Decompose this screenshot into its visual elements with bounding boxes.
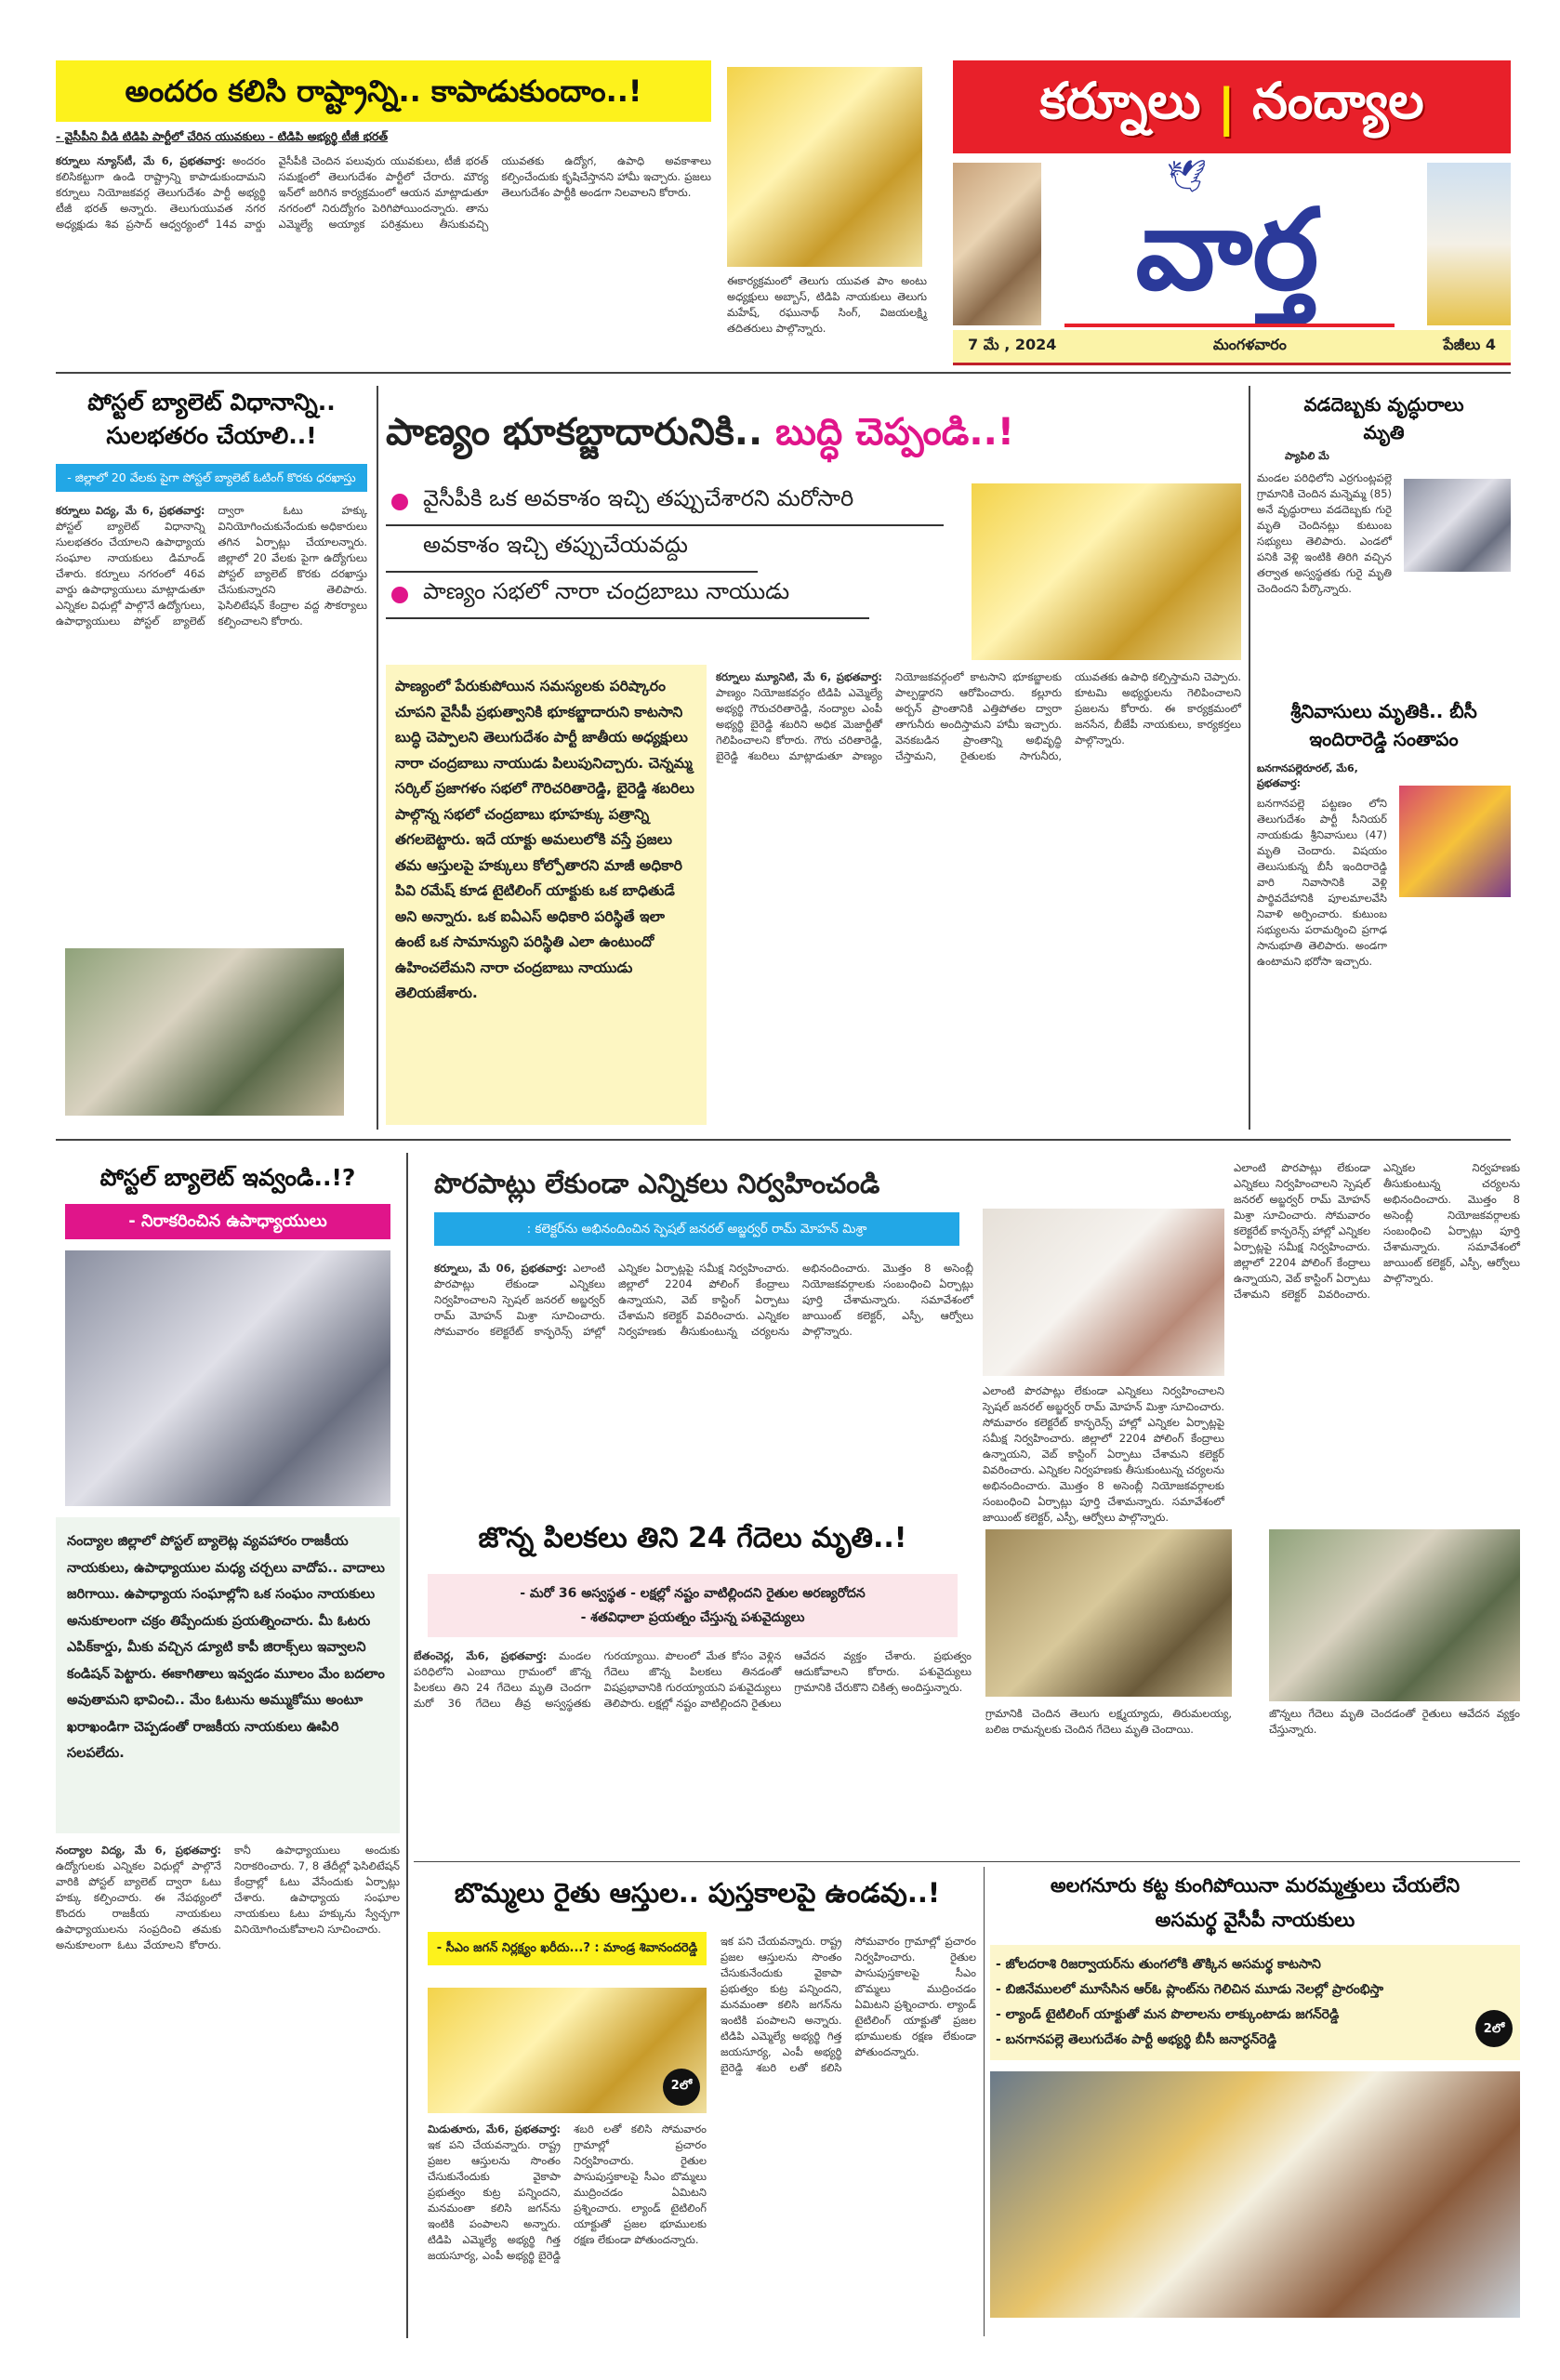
edition-separator: | xyxy=(1217,77,1236,137)
photo-tribute xyxy=(1399,786,1511,897)
continued-badge: 2లో xyxy=(1475,2010,1513,2047)
photo-teachers xyxy=(65,948,344,1116)
dateline: కర్నూలు విద్య, మే 6, ప్రభతవార్త: xyxy=(56,504,205,517)
dateline: ప్యాపిలి మే xyxy=(1285,450,1329,462)
dateline: మిడుతూరు, మే6, ప్రభతవార్త: xyxy=(428,2122,561,2135)
photo-caption: ఈకార్యక్రమంలో తెలుగు యువత పాం అంటు అధ్యక్షులు అబ్బాస్, టిడిపి నాయకులు తెలుగు మహేష్, రఘునాథ్ సింగ్, విజయలక్ష్మి తదితరులు పాల్గొన్నారు. xyxy=(727,274,927,335)
article-body: మండల పరిధిలోని ఎంబాయి గ్రామంలో జొన్న పిలకలు తిని 24 గేదెలు మృతి చెందగా మరో 36 గేదెలు తీవ్ర అస్వస్థతకు గురయ్యాయి. పొలంలో మేత కోసం వెళ్లిన గేదెలు జొన్న పిలకలు తినడంతో విషప్రభావానికి గురయ్యాయని పశువైద్యులు తెలిపారు. లక్షల్లో నష్టం వాటిల్లిందని రైతులు ఆవేదన వ్యక్తం చేశారు. ప్రభుత్వం ఆదుకోవాలని కోరారు. పశువైద్యులు గ్రామానికి చేరుకొని చికిత్స అందిస్తున్నారు. xyxy=(414,1649,972,1710)
fort-image xyxy=(953,163,1041,325)
article-body: ఎలాంటి పొరపాట్లు లేకుండా ఎన్నికలు నిర్వహించాలని స్పెషల్ జనరల్ అబ్జర్వర్ రామ్ మోహన్ మిశ్రా సూచించారు. సోమవారం కలెక్టరేట్ కాన్ఫరెన్స్ హాల్లో ఎన్నికల ఏర్పాట్లపై సమీక్ష నిర్వహించారు. జిల్లాలో 2204 పోలింగ్ కేంద్రాలు ఉన్నాయని, వెబ్ కాస్టింగ్ ఏర్పాటు చేశామని కలెక్టర్ వివరించారు. ఎన్నికల నిర్వహణకు తీసుకుంటున్న చర్యలను అభినందించారు. మొత్తం 8 అసెంబ్లీ నియోజకవర్గాలకు సంబంధించి ఏర్పాట్లు పూర్తి చేశామన్నారు. సమావేశంలో జాయింట్ కలెక్టర్, ఎస్పీ, ఆర్వోలు పాల్గొన్నారు. xyxy=(434,1262,973,1338)
dateline: కర్నూలు మ్యూనిటి, మే 6, ప్రభతవార్త: xyxy=(716,670,882,683)
photo-teachers-voting xyxy=(65,1250,390,1506)
headline-cattle: జొన్న పిలకలు తిని 24 గేదెలు మృతి..! xyxy=(478,1522,907,1554)
bullet xyxy=(386,526,758,573)
divider xyxy=(414,1861,1520,1862)
divider xyxy=(1249,386,1250,1130)
article-body-cont: ఇక పని చేయవన్నారు. రాష్ట్ర ప్రజల ఆస్తులను సొంతం చేసుకునేందుకు వైకాపా ప్రభుత్వం కుట్ర పన్నిందని, మనమంతా కలిసి జగన్‌ను ఇంటికి పంపాలని అన్నారు. టిడిపి ఎమ్మెల్యే అభ్యర్థి గిత్త జయసూర్య, ఎంపీ అభ్యర్థి బైరెడ్డి శబరి లతో కలిసి సోమవారం గ్రామాల్లో ప్రచారం నిర్వహించారు. రైతుల పాసుపుస్తకాలపై సీఎం బొమ్మలు ముద్రించడం ఏమిటని ప్రశ్నించారు. ల్యాండ్ టైటిలింగ్ యాక్టుతో ప్రజల భూములకు రక్షణ లేకుండా పోతుందన్నారు. xyxy=(721,1935,976,2074)
article-body: బనగానపల్లె పట్టణం లోని తెలుగుదేశం పార్టీ సీనియర్ నాయకుడు శ్రీనివాసులు (47) మృతి చెందారు. విషయం తెలుసుకున్న బీసీ ఇందిరారెడ్డి వారి నివాసానికి వెళ్లి పార్థివదేహానికి పూలమాలవేసి నివాళి అర్పించారు. కుటుంబ సభ్యులను పరామర్శించి ప్రగాఢ సానుభూతి తెలిపారు. అండగా ఉంటామని భరోసా ఇచ్చారు. xyxy=(1257,797,1387,968)
subhead-postal2: - నిరాకరించిన ఉపాధ్యాయులు xyxy=(65,1204,390,1239)
highlight-box: పాణ్యంలో పేరుకుపోయిన సమస్యలకు పరిష్కారం చూపని వైసీపీ ప్రభుత్వానికి భూకబ్జాదారుని కాటసాని బుద్ధి చెప్పాలని తెలుగుదేశం పార్టీ జాతీయ అధ్యక్షులు నారా చంద్రబాబు నాయుడు పిలుపునిచ్చారు. చెన్నమ్మ సర్కిల్ ప్రజాగళం సభలో గౌరిచరితారెడ్డి, బైరెడ్డి శబరిలు పాల్గొన్న సభలో చంద్రబాబు భూహక్కు పత్రాన్ని తగలబెట్టారు. ఇదే యాక్టు అమలులోకి వస్తే ప్రజలు తమ ఆస్తులపై హక్కులు కోల్పోతారని మాజీ అధికారి పివి రమేష్ కూడ టైటిలింగ్ యాక్టుకు ఒక బాధితుడే అని అన్నారు. ఒక ఐఏఎస్ అధికారి పరిస్థితే ఇలా ఉంటే ఒక సామాన్యుని పరిస్థితి ఎలా ఉంటుందో ఉహించలేమని నారా చంద్రబాబు నాయుడు తెలియజేశారు. xyxy=(386,665,707,1125)
subhead-line: - మరో 36 అస్వస్థత - లక్షల్లో నష్టం వాటిల్లిందని రైతుల అరణ్యరోదన xyxy=(520,1586,866,1601)
photo-dead-buffalo xyxy=(985,1529,1232,1697)
continued-badge: 2లో xyxy=(663,2069,700,2106)
dateline: కర్నూలు, మే 06, ప్రభతవార్త: xyxy=(434,1262,567,1275)
point: - బనగానపల్లె తెలుగుదేశం పార్టీ అభ్యర్థి బీసీ జనార్ధన్‌రెడ్డి xyxy=(996,2032,1277,2047)
headline-passbooks: బొమ్మలు రైతు ఆస్తుల.. పుస్తకాలపై ఉండవు..! xyxy=(454,1877,941,1909)
subhead-election: : కలెక్టర్‌ను అభినందించిన స్పెషల్ జనరల్ అబ్జర్వర్ రామ్ మోహన్ మిశ్రా xyxy=(434,1212,959,1246)
issue-weekday: మంగళవారం xyxy=(1212,336,1287,353)
headline-election: పొరపాట్లు లేకుండా ఎన్నికలు నిర్వహించండి xyxy=(434,1168,880,1199)
photo-farmers xyxy=(1269,1529,1520,1701)
dove-icon: 🕊 xyxy=(1167,158,1208,195)
photo-caption: జొన్నలు గేదెలు మృతి చెందడంతో రైతులు ఆవేదన వ్యక్తం చేస్తున్నారు. xyxy=(1269,1707,1520,1736)
issue-date: 7 మే , 2024 xyxy=(968,336,1057,353)
photo-tg-bharat xyxy=(727,67,922,267)
bullet xyxy=(386,573,869,619)
subhead-passbooks: - సీఎం జగన్ నిర్లక్ష్యం ఖరీదు...? : మాండ్ర శివానందరెడ్డి xyxy=(428,1932,707,1965)
photo-observer xyxy=(983,1209,1224,1376)
points-box xyxy=(990,1945,1520,2060)
article-body: మండల పరిధిలోని ఎర్రగుంట్లపల్లె గ్రామానికి చెందిన మన్నెమ్మ (85) అనే వృద్ధురాలు వడదెబ్బకు గురై మృతి చెందినట్లు కుటుంబ సభ్యులు తెలిపారు. ఎండలో పనికి వెళ్లి ఇంటికి తిరిగి వచ్చిన తర్వాత అస్వస్థతకు గురై మృతి చెందిందని పేర్కొన్నారు. xyxy=(1257,471,1392,595)
point: - జోలదరాశి రిజర్వాయర్‌ను తుంగలోకి తొక్కిన అసమర్థ కాటసాని xyxy=(996,1957,1321,1972)
headline-alaganur: అలగనూరు కట్ట కుంగిపోయినా మరమ్మత్తులు చేయలేని అసమర్థ వైసీపీ నాయకులు xyxy=(1050,1874,1461,1931)
dateline: బేతంచెర్ల, మే6, ప్రభతవార్త: xyxy=(414,1649,548,1662)
divider xyxy=(984,1867,985,2336)
story-cattle xyxy=(414,1511,1520,1859)
headline-unity: అందరం కలిసి రాష్ట్రాన్ని.. కాపాడుకుందాం..! xyxy=(56,60,711,122)
divider xyxy=(56,372,1511,374)
article-body: ఇక పని చేయవన్నారు. రాష్ట్ర ప్రజల ఆస్తులను సొంతం చేసుకునేందుకు వైకాపా ప్రభుత్వం కుట్ర పన్నిందని, మనమంతా కలిసి జగన్‌ను ఇంటికి పంపాలని అన్నారు. టిడిపి ఎమ్మెల్యే అభ్యర్థి గిత్త జయసూర్య, ఎంపీ అభ్యర్థి బైరెడ్డి శబరి లతో కలిసి సోమవారం గ్రామాల్లో ప్రచారం నిర్వహించారు. రైతుల పాసుపుస్తకాలపై సీఎం బొమ్మలు ముద్రించడం ఏమిటని ప్రశ్నించారు. ల్యాండ్ టైటిలింగ్ యాక్టుతో ప్రజల భూములకు రక్షణ లేకుండా పోతుందన్నారు. xyxy=(428,2122,707,2262)
lead-headline xyxy=(386,390,1241,474)
bullet-text: అవకాశం ఇచ్చి తప్పుచేయవద్దు xyxy=(423,532,688,558)
headline-condolence: శ్రీనివాసులు మృతికి.. బీసీ ఇందిరారెడ్డి సంతాపం xyxy=(1290,700,1477,750)
headline-heatstroke: వడదెబ్బకు వృద్ధురాలు మృతి xyxy=(1303,393,1464,443)
edition-kurnool: కర్నూలు xyxy=(1039,71,1201,130)
bullet xyxy=(386,480,944,526)
article-body: అందరం కలిసికట్టుగా ఉండి రాష్ట్రాన్ని కాపాడుకుందామని కర్నూలు నియోజకవర్గ తెలుగుదేశం పార్టీ అభ్యర్థి టీజీ భరత్ అన్నారు. తెలుగుయువత నగర అధ్యక్షుడు శివ ప్రసాద్ ఆధ్వర్యంలో 14వ వార్డు వైసీపీకి చెందిన పలువురు యువకులు, టీజీ భరత్ సమక్షంలో తెలుగుదేశం పార్టీలో చేరారు. మౌర్య ఇన్‌లో జరిగిన కార్యక్రమంలో ఆయన మాట్లాడుతూ నగరంలో నిరుద్యోగం పెరిగిపోయిందన్నారు. తాను ఎమ్మెల్యే అయ్యాక పరిశ్రమలు తీసుకువచ్చి యువతకు ఉద్యోగ, ఉపాధి అవకాశాలు కల్పించేందుకు కృషిచేస్తానని హామీ ఇచ్చారు. ప్రజలు తెలుగుదేశం పార్టీకి అండగా నిలవాలని కోరారు. xyxy=(56,154,711,231)
subhead-postal: - జిల్లాలో 20 వేలకు పైగా పోస్టల్ బ్యాలెట్ ఓటింగ్ కొరకు ధరఖాస్తు xyxy=(56,464,367,492)
edition-nandyal: నంద్యాల xyxy=(1252,71,1424,130)
headline-postal: పోస్టల్ బ్యాలెట్ విధానాన్ని.. సులభతరం చేయాలి..! xyxy=(87,389,336,449)
point: - ల్యాండ్ టైటిలింగ్ యాక్టుతో మన పొలాలను లాక్కుంటాడు జగన్‌రెడ్డి xyxy=(996,2007,1340,2022)
nandi-image xyxy=(1427,163,1511,325)
dateline: బనగానపల్లెరూరల్, మే6, ప్రభతవార్త: xyxy=(1257,762,1358,789)
logo-underline xyxy=(1064,324,1395,327)
story-passbooks xyxy=(414,1869,981,2334)
story-condolence xyxy=(1257,697,1511,1125)
divider xyxy=(56,1139,1511,1141)
dateline: నంద్యాల విద్య, మే 6, ప్రభతవార్త: xyxy=(56,1844,221,1857)
story-postal-ballot xyxy=(56,386,367,1125)
highlight-box: నంద్యాల జిల్లాలో పోస్టల్ బ్యాలెట్ల వ్యవహారం రాజకీయ నాయకులు, ఉపాధ్యాయుల మధ్య చర్చలు వాదోప.. వాదాలు జరిగాయి. ఉపాధ్యాయ సంఘాల్లోని ఒక సంఘం నాయకులు అనుకూలంగా చక్రం తిప్పేందుకు ప్రయత్నించారు. మీ ఓటరు ఎపిక్‌కార్డు, మీకు వచ్చిన డ్యూటి కాపీ జిరాక్స్‌లు ఇవ్వాలని కండిషన్ పెట్టారు. ఈకాగితాలు ఇవ్వడం మూలం మేం బదలాం అవుతామని భావించి.. మేం ఓటును అమ్ముకోము అంటూ ఖరాఖండిగా చెప్పడంతో రాజకీయ నాయకులు ఊపిరి సలపలేదు. xyxy=(56,1517,400,1833)
story-heatstroke xyxy=(1257,390,1511,688)
article-body-cont: ఎలాంటి పొరపాట్లు లేకుండా ఎన్నికలు నిర్వహించాలని స్పెషల్ జనరల్ అబ్జర్వర్ రామ్ మోహన్ మిశ్రా సూచించారు. సోమవారం కలెక్టరేట్ కాన్ఫరెన్స్ హాల్లో ఎన్నికల ఏర్పాట్లపై సమీక్ష నిర్వహించారు. జిల్లాలో 2204 పోలింగ్ కేంద్రాలు ఉన్నాయని, వెబ్ కాస్టింగ్ ఏర్పాటు చేశామని కలెక్టర్ వివరించారు. ఎన్నికల నిర్వహణకు తీసుకుంటున్న చర్యలను అభినందించారు. మొత్తం 8 అసెంబ్లీ నియోజకవర్గాలకు సంబంధించి ఏర్పాట్లు పూర్తి చేశామన్నారు. సమావేశంలో జాయింట్ కలెక్టర్, ఎస్పీ, ఆర్వోలు పాల్గొన్నారు. xyxy=(1234,1161,1520,1301)
story-postal-refused xyxy=(56,1157,400,2338)
page-count: పేజీలు 4 xyxy=(1443,336,1496,353)
bullet-text: పాణ్యం సభలో నారా చంద్రబాబు నాయుడు xyxy=(423,578,790,604)
story-unity xyxy=(56,60,711,367)
headline-postal2: పోస్టల్ బ్యాలెట్ ఇవ్వండి..!? xyxy=(99,1164,356,1191)
photo-deceased xyxy=(1404,479,1511,572)
article-body: ఉద్యోగులకు ఎన్నికల విధుల్లో పాల్గొనే వారికి పోస్టల్ బ్యాలెట్ ద్వారా ఓటు హక్కు కల్పించారు. ఈ నేపథ్యంలో కొందరు రాజకీయ నాయకులు ఉపాధ్యాయులను సంప్రదించి తమకు అనుకూలంగా ఓటు వేయాలని కోరారు. కానీ ఉపాధ్యాయులు అందుకు నిరాకరించారు. 7, 8 తేదీల్లో ఫెసిలిటేషన్ కేంద్రాల్లో ఓటు వేసేందుకు ఏర్పాట్లు చేశారు. ఉపాధ్యాయ సంఘాల నాయకులు ఓటు హక్కును స్వేచ్ఛగా వినియోగించుకోవాలని సూచించారు. xyxy=(56,1844,400,1951)
headline-part1: పాణ్యం భూకబ్జాదారునికి.. xyxy=(386,411,763,454)
logo: వార్త xyxy=(1135,186,1319,315)
divider xyxy=(406,1153,408,2338)
subhead-line: - శతవిధాలా ప్రయత్నం చేస్తున్న పశువైద్యులు xyxy=(580,1610,805,1625)
story-alaganur xyxy=(990,1869,1520,2334)
divider xyxy=(377,386,378,1130)
article-body: పాణ్యం నియోజకవర్గం టిడిపి ఎమ్మెల్యే అభ్యర్థి గౌరుచరితారెడ్డి, నంద్యాల ఎంపీ అభ్యర్థి బైరెడ్డి శబరిని అధిక మెజార్టీతో గెలిపించాలని కోరారు. గౌరు చరితారెడ్డి, బైరెడ్డి శబరిలు మాట్లాడుతూ పాణ్యం నియోజకవర్గంలో కాటసాని భూకబ్జాలకు పాల్పడ్డారని ఆరోపించారు. కల్లూరు అర్బన్ ప్రాంతానికి ఎత్తిపోతల ద్వారా తాగునీరు అందిస్తామని హామీ ఇచ్చారు. వెనకబడిన ప్రాంతాన్ని అభివృద్ధి చేస్తామని, రైతులకు సాగునీరు, యువతకు ఉపాధి కల్పిస్తామని చెప్పారు. కూటమి అభ్యర్థులను గెలిపించాలని ప్రజలను కోరారు. ఈ కార్యక్రమంలో జనసేన, బీజేపీ నాయకులు, కార్యకర్తలు పాల్గొన్నారు. xyxy=(716,670,1241,762)
photo-chandrababu xyxy=(972,483,1241,660)
photo-caption: గ్రామానికి చెందిన తెలుగు లక్ష్మయ్యాదు, తిరుమలయ్య, బలిజ రామన్నలకు చెందిన గేదెలు మృతి చెందాయి. xyxy=(985,1707,1232,1736)
dateline: కర్నూలు న్యూస్‌టీ, మే 6, ప్రభతవార్త: xyxy=(56,154,226,167)
photo-garland xyxy=(990,2071,1520,2318)
subhead-cattle xyxy=(428,1574,958,1637)
point: - బిజినేములలో మూసేసిన ఆర్ఓ ప్లాంట్‌ను గెలిచిన మూడు నెలల్లో ప్రారంభిస్తా xyxy=(996,1982,1384,1997)
date-band xyxy=(953,330,1511,365)
masthead xyxy=(953,60,1511,367)
lead-story xyxy=(386,390,1241,1130)
subhead-unity: - వైసీపీని వీడి టిడిపి పార్టీలో చేరిన యువకులు - టిడిపి అభ్యర్థి టీజీ భరత్ xyxy=(56,129,389,143)
article-body: పోస్టల్ బ్యాలెట్ విధానాన్ని సులభతరం చేయాలని ఉపాధ్యాయ సంఘాల నాయకులు డిమాండ్ చేశారు. కర్నూలు నగరంలో 46వ వార్డు ఉపాధ్యాయులు మాట్లాడుతూ ఎన్నికల విధుల్లో పాల్గొనే ఉద్యోగులు, ఉపాధ్యాయులు పోస్టల్ బ్యాలెట్ ద్వారా ఓటు హక్కు వినియోగించుకునేందుకు అధికారులు తగిన ఏర్పాట్లు చేయాలన్నారు. జిల్లాలో 20 వేలకు పైగా ఉద్యోగులు పోస్టల్ బ్యాలెట్ కొరకు దరఖాస్తు చేసుకున్నారని తెలిపారు. ఫెసిలిటేషన్ కేంద్రాల వద్ద సౌకర్యాలు కల్పించాలని కోరారు. xyxy=(56,504,367,628)
edition-banner xyxy=(953,60,1511,153)
story-election xyxy=(414,1160,1520,1524)
bullet-text: వైసీపీకి ఒక అవకాశం ఇచ్చి తప్పుచేశారని మరోసారి xyxy=(423,485,854,511)
headline-part2: బుద్ధి చెప్పండి..! xyxy=(775,411,1015,454)
article-body-cont: ఎలాంటి పొరపాట్లు లేకుండా ఎన్నికలు నిర్వహించాలని స్పెషల్ జనరల్ అబ్జర్వర్ రామ్ మోహన్ మిశ్రా సూచించారు. సోమవారం కలెక్టరేట్ కాన్ఫరెన్స్ హాల్లో ఎన్నికల ఏర్పాట్లపై సమీక్ష నిర్వహించారు. జిల్లాలో 2204 పోలింగ్ కేంద్రాలు ఉన్నాయని, వెబ్ కాస్టింగ్ ఏర్పాటు చేశామని కలెక్టర్ వివరించారు. ఎన్నికల నిర్వహణకు తీసుకుంటున్న చర్యలను అభినందించారు. మొత్తం 8 అసెంబ్లీ నియోజకవర్గాలకు సంబంధించి ఏర్పాట్లు పూర్తి చేశామన్నారు. సమావేశంలో జాయింట్ కలెక్టర్, ఎస్పీ, ఆర్వోలు పాల్గొన్నారు. xyxy=(983,1384,1224,1524)
